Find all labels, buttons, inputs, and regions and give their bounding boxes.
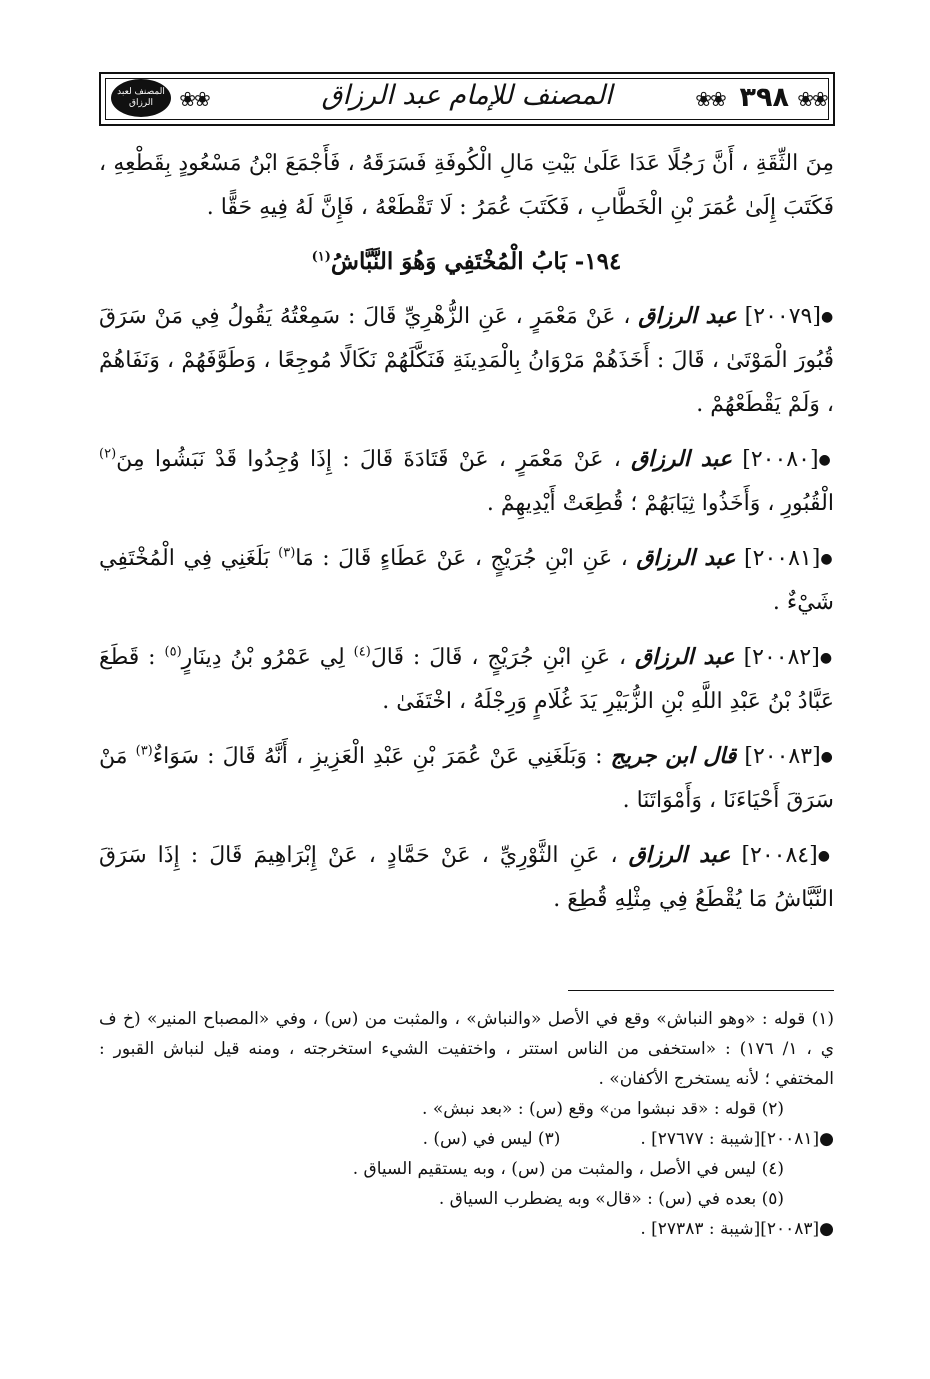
bullet-icon: ● [819, 650, 834, 666]
ornament-icon: ❀❀ [797, 87, 827, 111]
entry-number: [٢٠٠٨١] [744, 546, 821, 571]
ornament-icon: ❀❀ [695, 87, 725, 111]
main-text [99, 142, 834, 932]
hadith-entry [99, 437, 834, 526]
section-title-text: ١٩٤- بَابُ الْمُخْتَفِي وَهُوَ النَّبَّاشُ [330, 248, 622, 275]
footnote-divider [568, 990, 834, 991]
footnote-reference: ●[٢٠٠٨٣][شيبة : ٢٧٣٨٣] . [640, 1219, 834, 1239]
footnote-ref: (٤) [353, 644, 371, 660]
footnotes [99, 1004, 834, 1244]
entry-text: لِي عَمْرُو بْنُ دِينَارٍ [181, 645, 345, 670]
footnote-ref: (٣) [278, 545, 296, 561]
entry-text: ، عَنِ الثَّوْرِيِّ ، عَنْ حَمَّادٍ ، عَنْ إِبْرَاهِيمَ قَالَ : إِذَا سَرَقَ النَّبَّاشُ مَا يُقْطَعُ فِي مِثْلِهِ قُطِعَ . [99, 843, 834, 912]
hadith-entry [99, 635, 834, 724]
hadith-entry [99, 536, 834, 625]
entry-text: ، عَنْ مَعْمَرٍ ، عَنْ قَتَادَةَ قَالَ : إِذَا وُجِدُوا قَدْ نَبَشُوا مِنَ [116, 447, 621, 472]
entry-number: [٢٠٠٨٢] [743, 645, 820, 670]
entry-text: ، عَنِ ابْنِ جُرَيْجٍ ، قَالَ : قَالَ [370, 645, 627, 670]
entry-text: : قَطَعَ عَبَّادُ بْنُ عَبْدِ اللَّهِ بْنِ الزُّبَيْرِ يَدَ غُلَامٍ وَرِجْلَهُ ، اخْتَفَىٰ . [99, 645, 834, 714]
footnote-ref: (٣) [135, 743, 153, 759]
entry-text: الْقُبُورِ ، وَأَخَذُوا ثِيَابَهُمْ ؛ قُطِعَتْ أَيْدِيهِمْ . [486, 491, 834, 516]
entry-text: بَلَغَنِي فِي الْمُخْتَفِي شَيْءٌ . [99, 546, 834, 615]
book-title: المصنف للإمام عبد الرزاق [321, 80, 613, 111]
page-header [99, 72, 835, 126]
entry-text: ، عَنِ ابْنِ جُرَيْجٍ ، عَنْ عَطَاءٍ قَالَ : مَا [295, 546, 628, 571]
footnote-ref: (٥) [164, 644, 182, 660]
footnote-reference: ●[٢٠٠٨١][شيبة : ٢٧٦٧٧] . [640, 1129, 834, 1149]
entry-source: عبد الرزاق [638, 303, 737, 329]
entry-text: : وَبَلَغَنِي عَنْ عُمَرَ بْنِ عَبْدِ الْعَزِيزِ ، أَنَّهُ قَالَ : سَوَاءٌ [152, 744, 603, 769]
hadith-entry [99, 833, 834, 922]
entry-number: [٢٠٠٨٣] [744, 744, 821, 769]
paragraph: مِنَ الثِّقَةِ ، أَنَّ رَجُلًا عَدَا عَلَىٰ بَيْتِ مَالِ الْكُوفَةِ فَسَرَقَهُ ، فَأَجْمَعَ ابْنُ مَسْعُودٍ بِقَطْعِهِ ، فَكَتَبَ إِلَىٰ عُمَرَ بْنِ الْخَطَّابِ ، فَكَتَبَ عُمَرُ : لَا تَقْطَعْهُ ، فَإِنَّ لَهُ فِيهِ حَقًّا . [99, 151, 834, 220]
entry-source: عبد الرزاق [636, 545, 736, 571]
section-title [99, 240, 834, 284]
hadith-entry [99, 294, 834, 427]
bullet-icon: ● [820, 749, 834, 765]
bullet-icon: ● [820, 309, 834, 325]
entry-number: [٢٠٠٨٠] [742, 447, 819, 472]
footnote: (٣) ليس في (س) . [422, 1129, 561, 1149]
footnote: (٥) بعده في (س) : «قال» وبه يضطرب السياق . [438, 1189, 784, 1209]
bullet-icon: ● [820, 551, 835, 567]
publisher-logo: المصنف لعبد الرزاق [111, 79, 171, 117]
entry-source: قال ابن جريج [610, 743, 737, 769]
entry-source: عبد الرزاق [631, 446, 733, 472]
hadith-entry [99, 734, 834, 823]
ornament-icon: ❀❀ [179, 87, 209, 111]
entry-text: مَنْ سَرَقَ أَحْيَاءَنَا ، وَأَمْوَاتَنَا . [99, 744, 834, 813]
footnote-row [99, 1124, 834, 1154]
footnote: (١) قوله : «وهو النباش» وقع في الأصل «والنباش» ، والمثبت من (س) ، وفي «المصباح المنير» (خ ف ي ، ١/ ١٧٦) : «استخفى من الناس استتر ، واختفيت الشيء استخرجته ، ومنه قيل لنباش القبور : المختفي ؛ لأنه يستخرج الأكفان» . [99, 1009, 835, 1089]
entry-number: [٢٠٠٧٩] [744, 304, 821, 329]
entry-number: [٢٠٠٨٤] [741, 843, 818, 868]
bullet-icon: ● [817, 848, 834, 864]
footnote: (٤) ليس في الأصل ، والمثبت من (س) ، وبه يستقيم السياق . [352, 1159, 784, 1179]
entry-source: عبد الرزاق [628, 842, 731, 868]
entry-text: ، عَنْ مَعْمَرٍ ، عَنِ الزُّهْرِيِّ قَالَ : سَمِعْتُهُ يَقُولُ فِي مَنْ سَرَقَ قُبُورَ الْمَوْتَىٰ ، قَالَ : أَخَذَهُمْ مَرْوَانُ بِالْمَدِينَةِ فَنَكَّلَهُمْ نَكَالًا مُوجِعًا ، وَطَوَّفَهُمْ ، وَنَفَاهُمْ ، وَلَمْ يَقْطَعْهُمْ . [99, 304, 834, 417]
footnote-ref: (٢) [99, 446, 117, 462]
bullet-icon: ● [818, 452, 834, 468]
page-number: ٣٩٨ [739, 82, 789, 113]
entry-source: عبد الرزاق [635, 644, 735, 670]
footnote-ref: (١) [311, 249, 331, 265]
footnote: (٢) قوله : «قد نبشوا من» وقع (س) : «بعد نبش» . [422, 1099, 784, 1119]
